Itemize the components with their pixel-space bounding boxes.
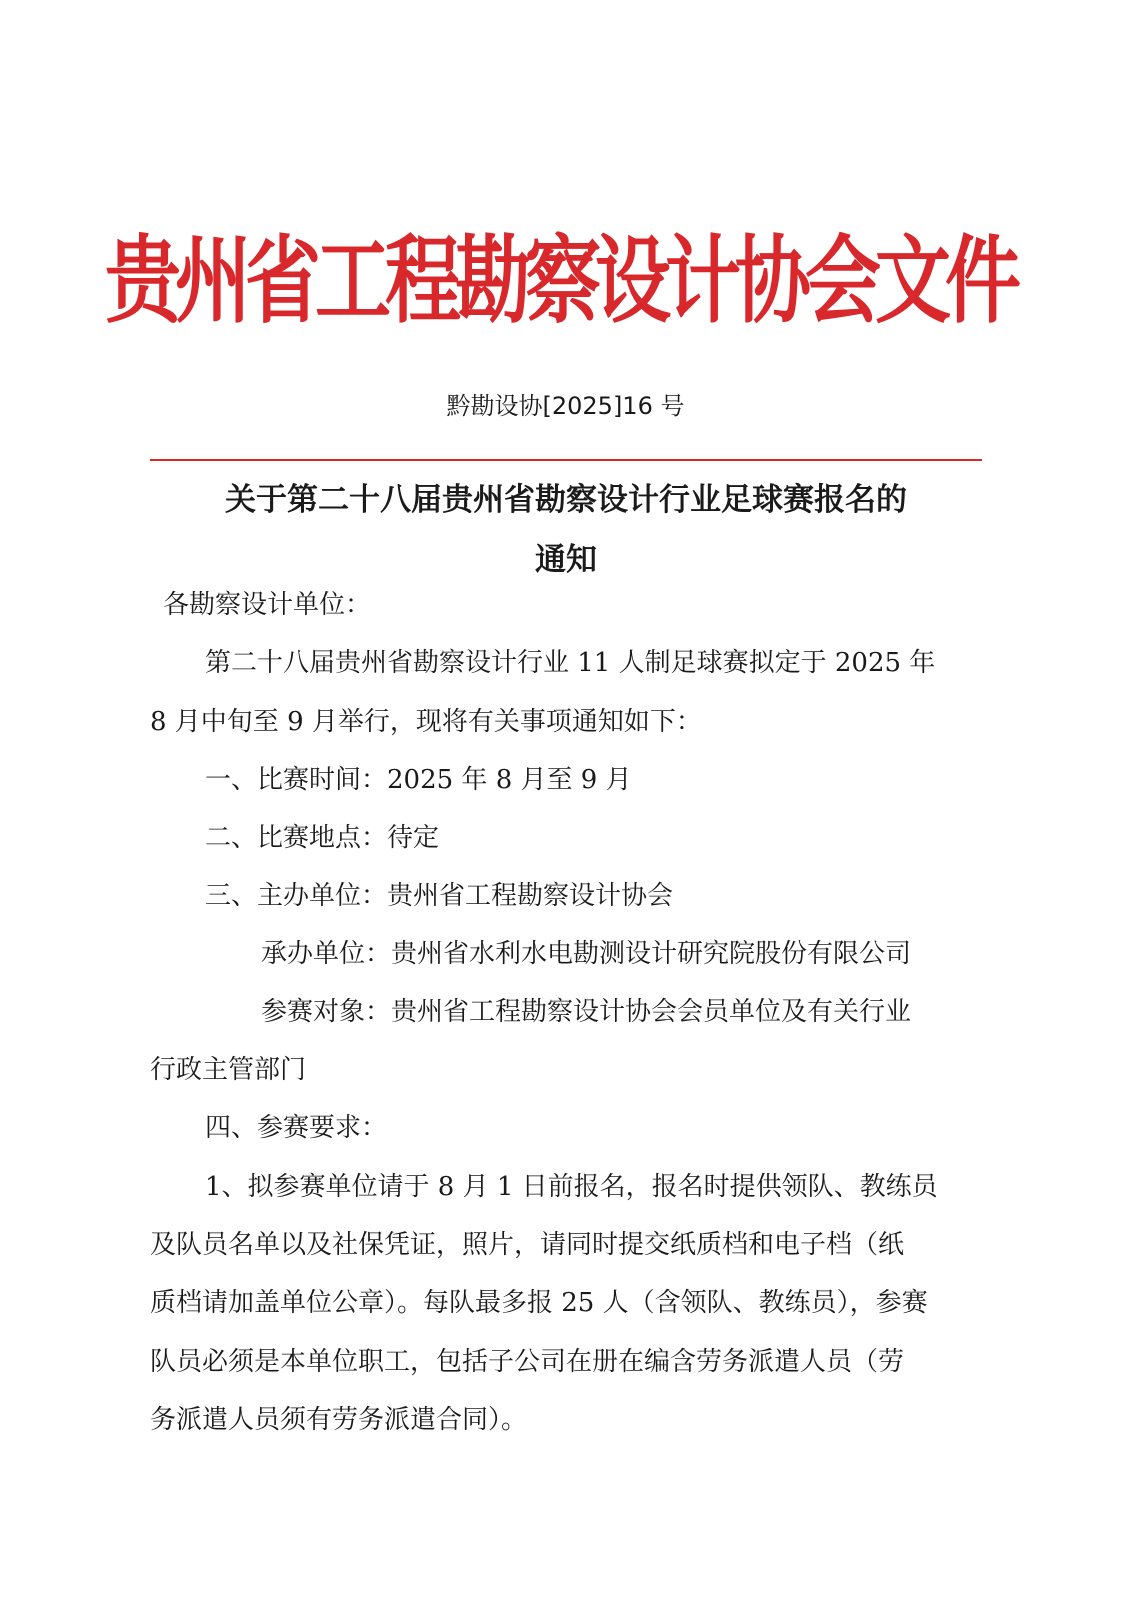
- requirements-heading: 四、参赛要求：: [205, 1113, 388, 1143]
- item-participants-line-1: 参赛对象：贵州省工程勘察设计协会会员单位及有关行业: [261, 997, 912, 1027]
- salutation: 各勘察设计单位：: [163, 590, 372, 620]
- requirement-1-line-4: 队员必须是本单位职工，包括子公司在册在编含劳务派遣人员（劳: [150, 1347, 905, 1377]
- requirement-1-line-3: 质档请加盖单位公章）。每队最多报 25 人（含领队、教练员），参赛: [150, 1288, 928, 1318]
- requirement-1-line-2: 及队员名单以及社保凭证，照片，请同时提交纸质档和电子档（纸: [150, 1230, 905, 1260]
- notice-title: [150, 470, 982, 590]
- intro-line-1: 第二十八届贵州省勘察设计行业 11 人制足球赛拟定于 2025 年: [205, 648, 936, 678]
- item-organizer: 三、主办单位：贵州省工程勘察设计协会: [205, 881, 674, 911]
- masthead-title: 贵州省工程勘察设计协会文件: [105, 223, 1015, 336]
- item-co-organizer: 承办单位：贵州省水利水电勘测设计研究院股份有限公司: [261, 939, 912, 969]
- item-participants-line-2: 行政主管部门: [150, 1055, 307, 1085]
- requirement-1-line-5: 务派遣人员须有劳务派遣合同）。: [150, 1405, 528, 1435]
- notice-title-line-1: 关于第二十八届贵州省勘察设计行业足球赛报名的: [225, 482, 907, 518]
- notice-title-line-2: 通知: [535, 542, 597, 578]
- intro-line-2: 8 月中旬至 9 月举行，现将有关事项通知如下：: [150, 707, 702, 737]
- item-venue: 二、比赛地点：待定: [205, 823, 440, 853]
- document-number: 黔勘设协[2025]16 号: [446, 392, 685, 420]
- item-time: 一、比赛时间：2025 年 8 月至 9 月: [205, 765, 632, 795]
- requirement-1-line-1: 1、拟参赛单位请于 8 月 1 日前报名，报名时提供领队、教练员: [205, 1172, 938, 1202]
- red-divider: [150, 459, 982, 461]
